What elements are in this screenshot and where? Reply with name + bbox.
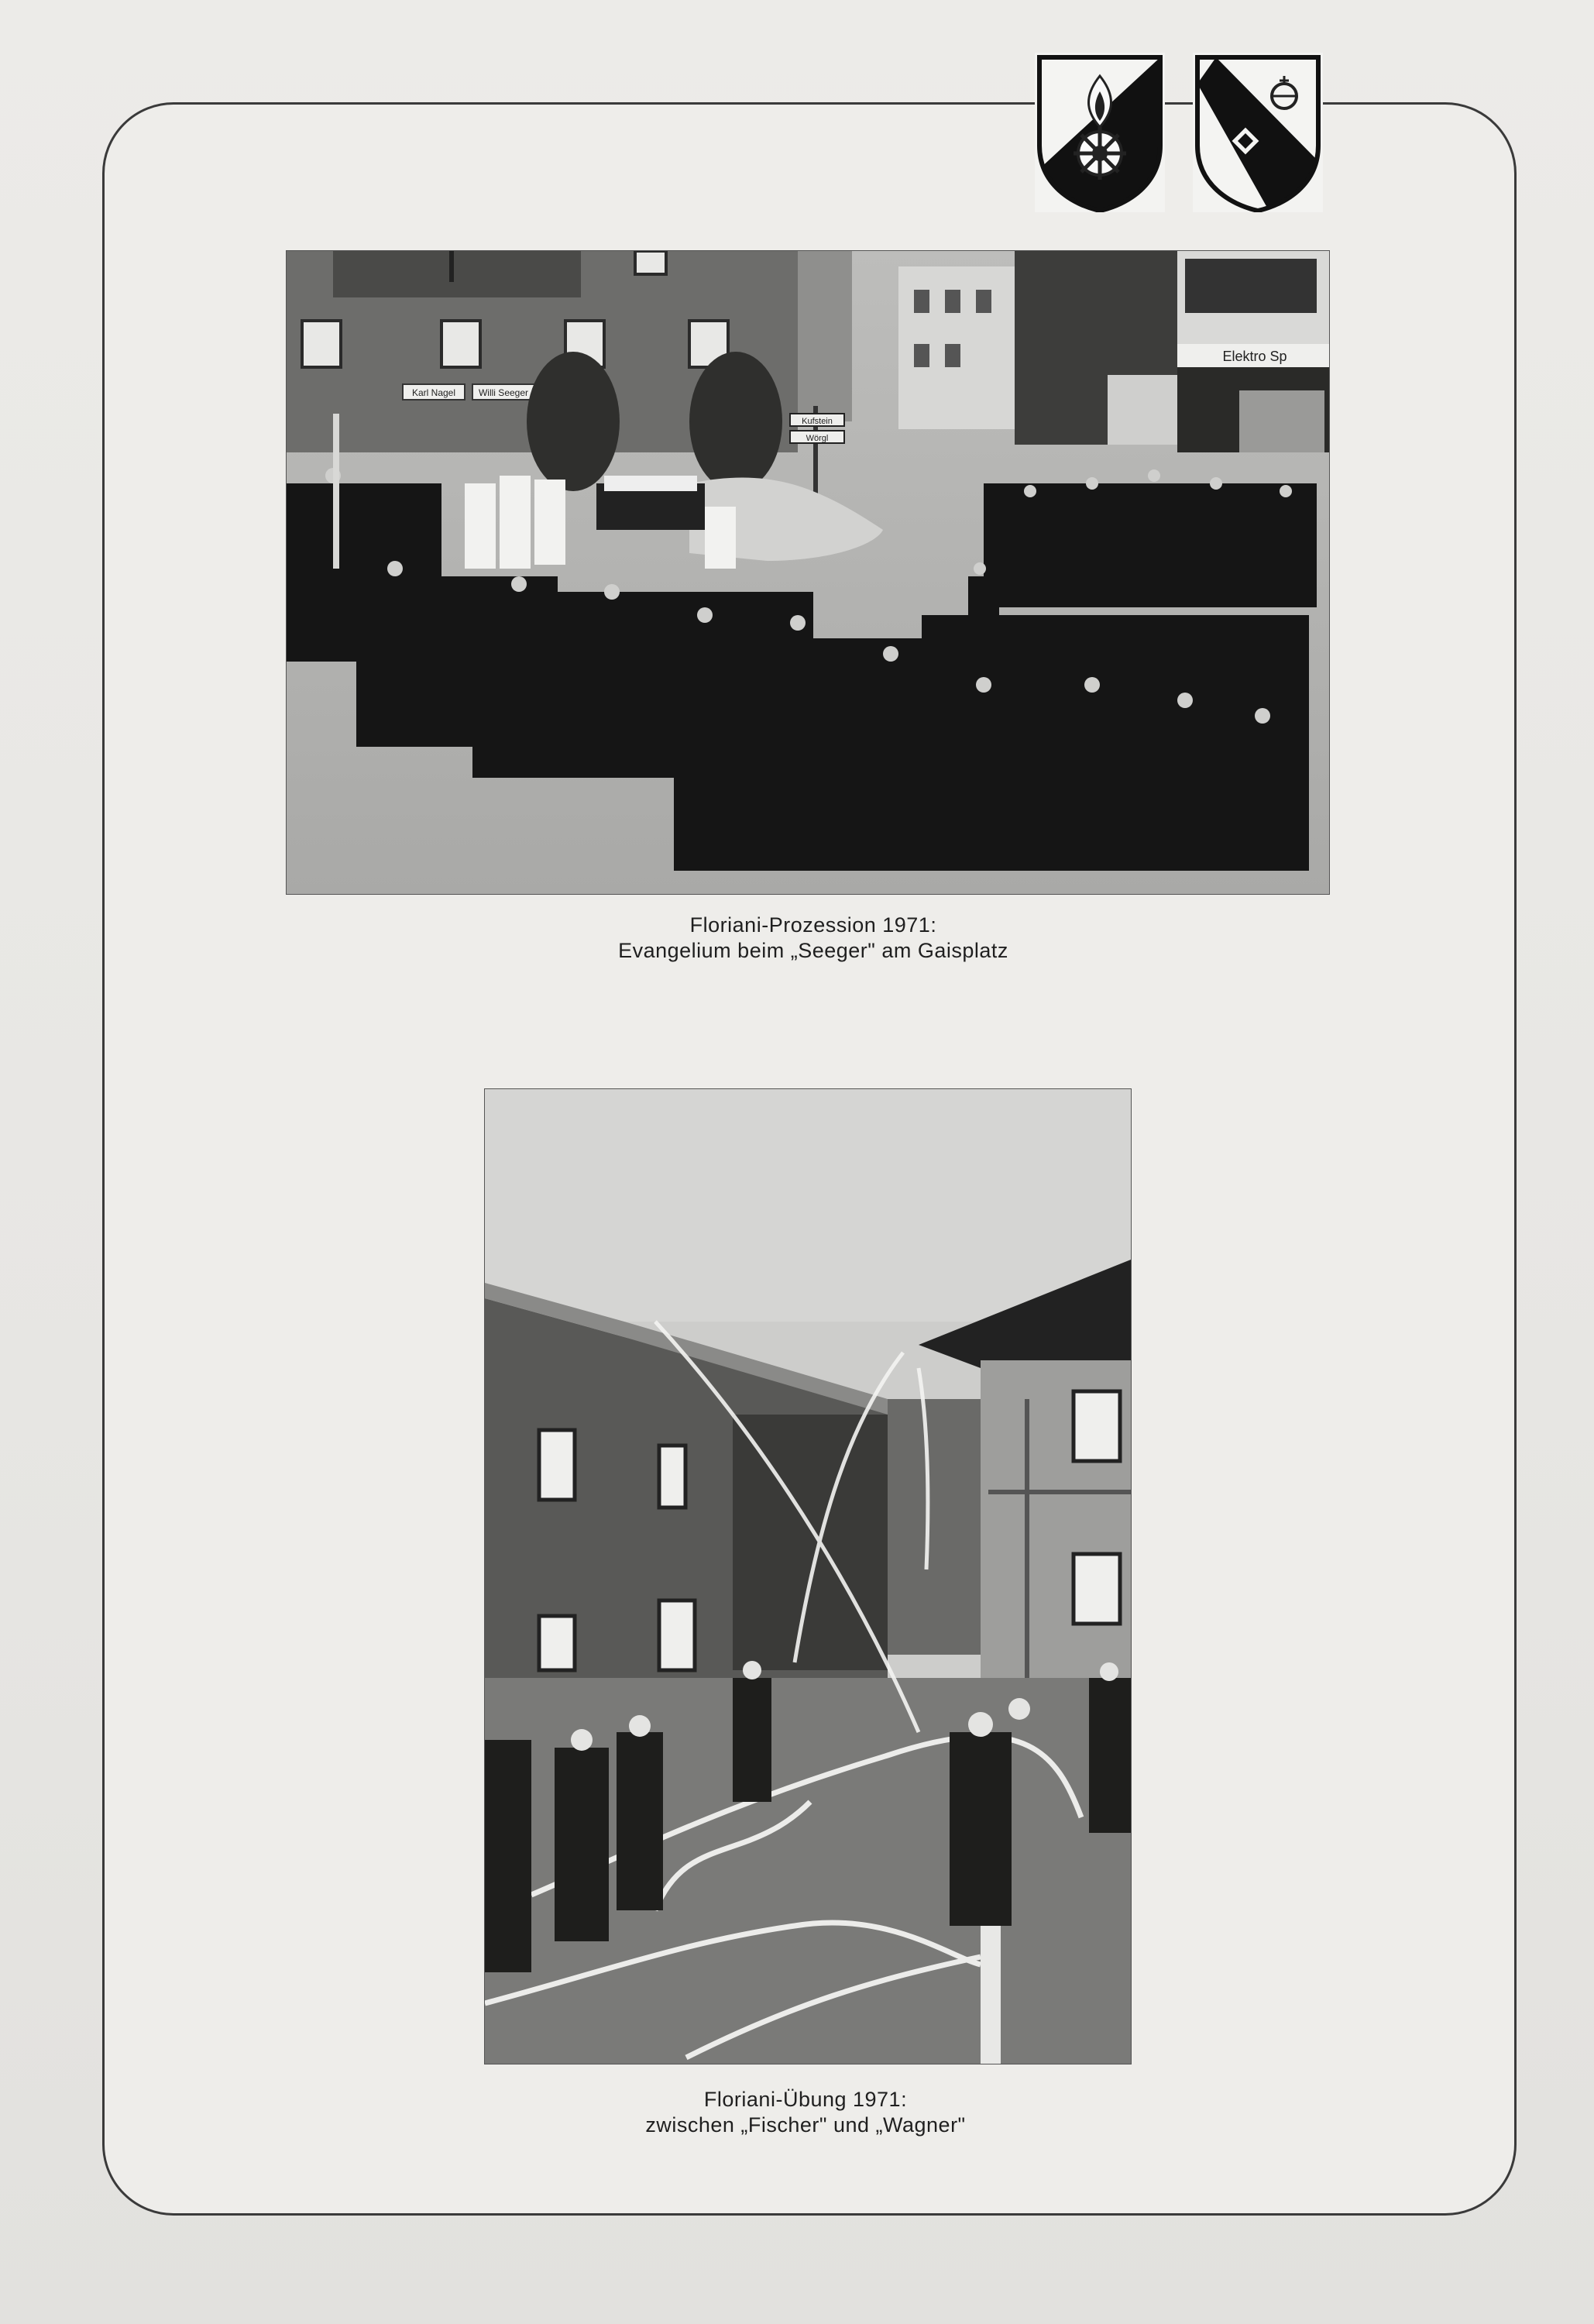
shop-sign-left: Karl Nagel: [411, 387, 456, 398]
caption-fire-drill-line2: zwischen „Fischer" und „Wagner": [645, 2113, 966, 2137]
road-sign-2: Wörgl: [806, 434, 829, 443]
road-sign-1: Kufstein: [802, 417, 833, 426]
caption-procession: [465, 913, 1162, 964]
municipal-crest-icon: [1193, 53, 1323, 212]
caption-procession-line2: Evangelium beim „Seeger" am Gaisplatz: [618, 939, 1008, 962]
fire-drill-photo: [485, 1089, 1131, 2064]
caption-fire-drill: [496, 2087, 1115, 2138]
fire-brigade-crest-icon: [1035, 53, 1165, 212]
shop-sign-electro: Elektro Sp: [1222, 349, 1287, 364]
caption-fire-drill-line1: Floriani-Übung 1971:: [703, 2088, 908, 2111]
shop-sign-right: Willi Seeger: [478, 387, 529, 398]
caption-procession-line1: Floriani-Prozession 1971:: [689, 913, 937, 937]
procession-photo: [287, 251, 1329, 894]
